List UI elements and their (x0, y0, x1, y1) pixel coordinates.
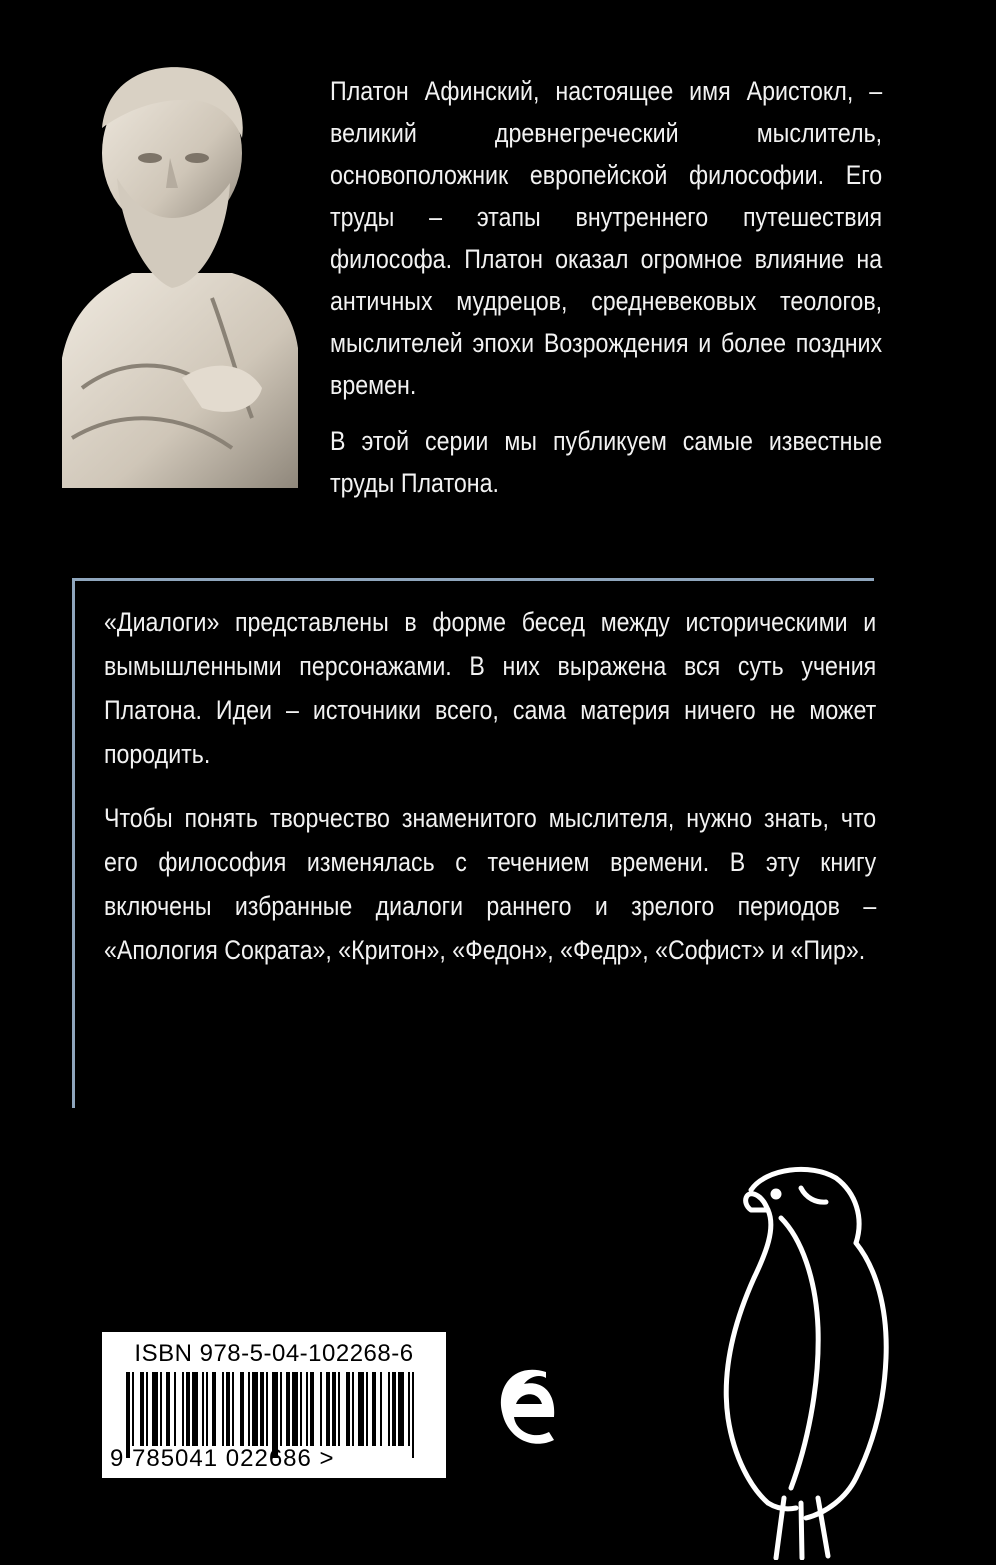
barcode-bar (332, 1372, 336, 1446)
barcode-bar (292, 1372, 298, 1446)
intro-paragraph-1: Платон Афинский, настоящее имя Аристокл, – великий древнегреческий мыслитель, основоположник европейской философии. Его труды – этапы внутреннего путешествия философа. Платон оказал огромное влияние на античных мудрецов, средневековых теологов, мыслителей эпохи Возрождения и более поздних времен. (330, 76, 883, 400)
barcode-bar (408, 1372, 410, 1446)
barcode-bar (380, 1372, 382, 1446)
barcode-bar (212, 1372, 216, 1446)
barcode-bar (392, 1372, 396, 1446)
frame-left-rule (72, 578, 75, 1108)
barcode-bar (192, 1372, 198, 1446)
eagle-drawing (706, 1158, 902, 1560)
barcode-bar (326, 1372, 330, 1446)
barcode-bar (310, 1372, 314, 1446)
barcode-bar (160, 1372, 162, 1446)
isbn-barcode (102, 1332, 446, 1478)
barcode-bar (280, 1372, 282, 1446)
barcode-bar (398, 1372, 404, 1446)
barcode-bar (252, 1372, 258, 1446)
publisher-logo-icon (494, 1362, 560, 1452)
barcode-bar (338, 1372, 340, 1446)
description-paragraph-1: «Диалоги» представлены в форме бесед между историческими и вымышленными персонажами. В них выражена вся суть учения Платона. Идеи – источники всего, сама материя ничего не может породить. (104, 607, 877, 769)
description-paragraph-2: Чтобы понять творчество знаменитого мыслителя, нужно знать, что его философия изменялась с течением времени. В эту книгу включены избранные диалоги раннего и зрелого периодов – «Апология Сократа», «Критон», «Федон», «Федр», «Софист» и «Пир». (104, 803, 877, 965)
barcode-bar (266, 1372, 268, 1446)
barcode-bar (260, 1372, 264, 1446)
barcode-bar (388, 1372, 390, 1446)
barcode-bar (232, 1372, 234, 1446)
barcode-bar (206, 1372, 208, 1446)
intro-text (330, 70, 882, 518)
barcode-bar (186, 1372, 190, 1446)
barcode-bar (306, 1372, 308, 1446)
barcode-bar (286, 1372, 290, 1446)
barcode-bar (152, 1372, 158, 1446)
description-text (104, 600, 876, 992)
barcode-bar (140, 1372, 144, 1446)
barcode-bar (146, 1372, 148, 1446)
isbn-number: ISBN 978-5-04-102268-6 (134, 1340, 414, 1367)
barcode-bar (240, 1372, 244, 1446)
barcode-bar (352, 1372, 354, 1446)
barcode-bar (412, 1372, 414, 1458)
barcode-bar (182, 1372, 184, 1446)
barcode-bar (320, 1372, 322, 1446)
plato-bust-image (62, 58, 298, 488)
barcode-bar (202, 1372, 204, 1446)
barcode-bar (346, 1372, 350, 1446)
barcode-bar (366, 1372, 368, 1446)
frame-top-rule (72, 578, 874, 581)
barcode-bar (358, 1372, 364, 1446)
barcode-bar (248, 1372, 250, 1446)
barcode-bar (166, 1372, 170, 1446)
barcode-bar (222, 1372, 224, 1446)
intro-paragraph-2: В этой серии мы публикуем самые известные труды Платона. (330, 426, 883, 498)
barcode-bar (372, 1372, 376, 1446)
barcode-digits: 9 785041 022686 > (110, 1445, 335, 1472)
barcode-bar (174, 1372, 176, 1446)
barcode-bar (300, 1372, 302, 1446)
barcode-bar (132, 1372, 134, 1446)
barcode-bar (226, 1372, 230, 1446)
